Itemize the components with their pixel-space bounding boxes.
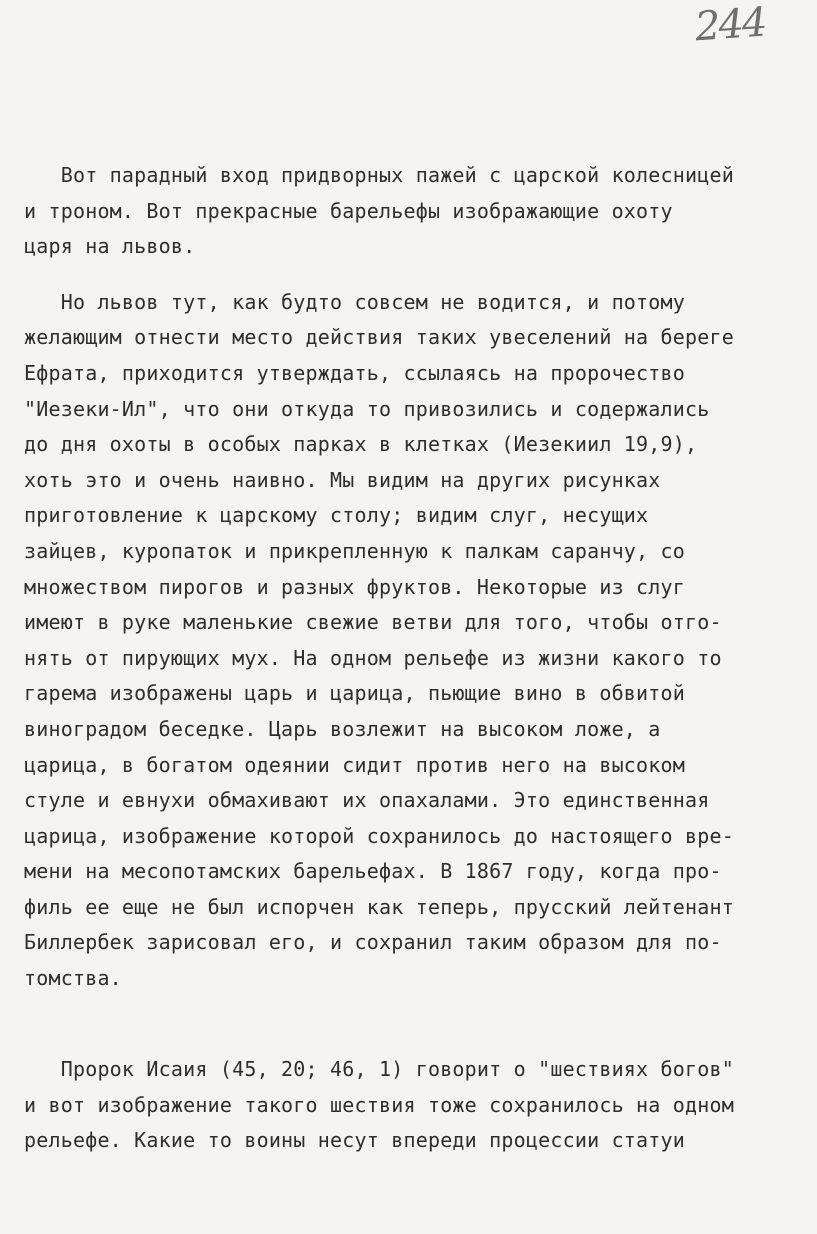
text-line: множеством пирогов и разных фруктов. Некоторые из слуг	[24, 574, 686, 599]
text-line: желающим отнести место действия таких увеселений на береге	[24, 325, 734, 350]
text-line: гарема изображены царь и царица, пьющие вино в обвитой	[24, 681, 686, 706]
text-line: Но львов тут, как будто совсем не водится, и потому	[24, 289, 686, 314]
handwritten-page-number: 244	[693, 0, 767, 51]
text-line: Биллербек зарисовал его, и сохранил таким образом для по-	[24, 930, 722, 955]
text-line: царица, изображение которой сохранилось до настоящего вре-	[24, 823, 734, 848]
text-line: имеют в руке маленькие свежие ветви для того, чтобы отго-	[24, 610, 722, 635]
text-line: "Иезеки-Ил", что они откуда то привозились и содержались	[24, 396, 710, 421]
text-line: томства.	[24, 966, 122, 991]
text-line	[24, 997, 814, 1033]
text-line: и вот изображение такого шествия тоже сохранилось на одном	[24, 1092, 734, 1117]
text-line: до дня охоты в особых парках в клетках (Иезекиил 19,9),	[24, 432, 698, 457]
text-line: мени на месопотамских барельефах. В 1867 году, когда про-	[24, 859, 722, 884]
body-text	[24, 158, 814, 1159]
text-line: и троном. Вот прекрасные барельефы изображающие охоту	[24, 198, 673, 223]
text-line: царя на львов.	[24, 234, 196, 259]
text-line: рельефе. Какие то воины несут впереди процессии статуи	[24, 1128, 686, 1153]
paragraph-3	[24, 1052, 814, 1159]
text-line: приготовление к царскому столу; видим слуг, несущих	[24, 503, 649, 528]
text-line: стуле и евнухи обмахивают их опахалами. Это единственная	[24, 788, 710, 813]
text-line: Ефрата, приходится утверждать, ссылаясь на пророчество	[24, 360, 686, 385]
text-line: Пророк Исаия (45, 20; 46, 1) говорит о "шествиях богов"	[24, 1057, 734, 1082]
text-line: виноградом беседке. Царь возлежит на высоком ложе, а	[24, 716, 661, 741]
paragraph-1	[24, 158, 814, 265]
text-line: нять от пирующих мух. На одном рельефе из жизни какого то	[24, 645, 722, 670]
paragraph-2	[24, 285, 814, 1032]
text-line: Вот парадный вход придворных пажей с царской колесницей	[24, 163, 734, 187]
text-line: хоть это и очень наивно. Мы видим на других рисунках	[24, 467, 661, 492]
text-line: филь ее еще не был испорчен как теперь, прусский лейтенант	[24, 894, 734, 919]
text-line: зайцев, куропаток и прикрепленную к палкам саранчу, со	[24, 538, 686, 563]
text-line: царица, в богатом одеянии сидит против него на высоком	[24, 752, 686, 777]
